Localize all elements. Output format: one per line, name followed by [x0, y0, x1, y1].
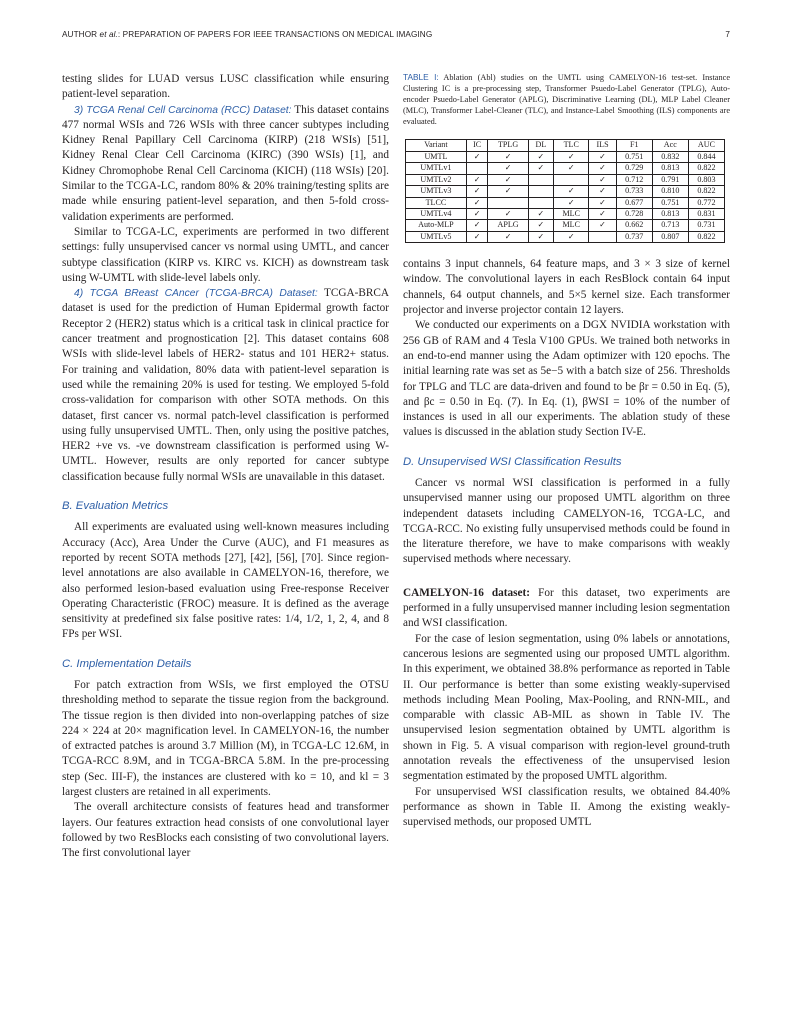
section-evaluation-metrics: B. Evaluation Metrics — [62, 500, 169, 513]
table-cell: Auto-MLP — [406, 220, 467, 231]
header-author: AUTHOR — [62, 30, 100, 39]
table-cell: ✓ — [466, 208, 488, 219]
table-header-cell: DL — [528, 140, 553, 151]
table-cell: MLC — [554, 208, 589, 219]
table-cell: TLCC — [406, 197, 467, 208]
camelyon-body: For this dataset, two experiments are performed in a fully unsupervised manner including lesion segmentation and WSI classification. — [403, 586, 730, 630]
table-cell — [528, 174, 553, 185]
table-cell: ✓ — [466, 151, 488, 162]
table-cell: 0.713 — [652, 220, 688, 231]
table-cell: ✓ — [589, 151, 616, 162]
table-cell: ✓ — [554, 151, 589, 162]
table-cell: 0.751 — [616, 151, 652, 162]
paragraph-settings: Similar to TCGA-LC, experiments are performed in two different settings: fully unsupervised cancer vs normal using UMTL, and cancer subtype classification (KIRP vs. KIRC vs. KICH) as downstream task using W-UMTL with slide-level labels only. — [62, 225, 389, 284]
table-cell: ✓ — [466, 197, 488, 208]
table-cell: 0.831 — [688, 208, 724, 219]
paragraph-impl: For patch extraction from WSIs, we first employed the OTSU thresholding method to separate the tissue region from the background. The tissue region is then divided into non-overlapping patches of size 224 × 224 at 20× magnification level. In CAMELYON-16, the number of extracted patches is around 3.7 Million (M), in TCGA-LC 12.6M, in TCGA-RCC 8.9M, and in TCGA-BRCA 5.8M. In the pre-processing step (Sec. III-F), the instances are clustered with ko = 10, and kl = 3 largest clusters are retained in all experiments. — [62, 678, 389, 799]
table-cell: 0.791 — [652, 174, 688, 185]
table-row — [406, 231, 725, 242]
paragraph-cancer-vs-normal: Cancer vs normal WSI classification is performed in a fully unsupervised manner using our proposed UMTL algorithm on three independent datasets including CAMELYON-16, TCGA-LC, and TCGA-RCC. No existing fully unsupervised methods could be found in the literature therefore, we have to make comparisons with weakly supervised methods where necessary. — [403, 476, 730, 566]
table-header-row — [406, 140, 725, 151]
paragraph-wsi-results: For unsupervised WSI classification results, we obtained 84.40% performance as shown in Table II. Among the existing weakly-supervised methods, our proposed UMTL — [403, 785, 730, 829]
table-cell: ✓ — [589, 220, 616, 231]
table-cell: ✓ — [554, 231, 589, 242]
table-cell — [466, 163, 488, 174]
section-unsupervised-results: D. Unsupervised WSI Classification Results — [403, 455, 622, 468]
table-caption — [403, 72, 730, 127]
table-cell: 0.731 — [688, 220, 724, 231]
table-cell: 0.751 — [652, 197, 688, 208]
table-cell: ✓ — [528, 220, 553, 231]
table-cell: UMTLv3 — [406, 186, 467, 197]
table-cell: ✓ — [488, 231, 528, 242]
table-header-cell: AUC — [688, 140, 724, 151]
table-cell: 0.832 — [652, 151, 688, 162]
paragraph-arch: The overall architecture consists of features head and transformer layers. Our features extraction head consists of one convolutional layer followed by two ResBlocks each consisting of two convolutional layers. The first convolutional layer — [62, 801, 389, 860]
table-cell: ✓ — [589, 208, 616, 219]
paragraph-gpu: We conducted our experiments on a DGX NVIDIA workstation with 256 GB of RAM and 4 Tesla V100 GPUs. We trained both networks in an end-to-end manner using the Adam optimizer with 120 epochs. The initial learning rate was set as 5e−5 with a batch size of 256. Thresholds for TPLG and TLC are data-driven and found to be βr = 0.50 in Eq. (5), and βc = 0.50 in Eq. (7). In Eq. (1), βWSI = 10% of the number of instances is used in all our experiments. The ablation study of these values is discussed in the ablation study Section IV-E. — [403, 319, 730, 439]
table-cell: ✓ — [488, 186, 528, 197]
table-cell: 0.844 — [688, 151, 724, 162]
table-cell: ✓ — [528, 208, 553, 219]
table-cell: 0.810 — [652, 186, 688, 197]
table-cell: 0.772 — [688, 197, 724, 208]
table-cell: ✓ — [589, 186, 616, 197]
table-cell: 0.822 — [688, 231, 724, 242]
table-cell: APLG — [488, 220, 528, 231]
header-et-al: et al. — [99, 30, 118, 39]
table-header-cell: IC — [466, 140, 488, 151]
rcc-heading: 3) TCGA Renal Cell Carcinoma (RCC) Dataset: — [74, 104, 292, 116]
table-cell: ✓ — [589, 197, 616, 208]
brca-heading: 4) TCGA BReast CAncer (TCGA-BRCA) Dataset: — [74, 288, 318, 300]
table-cell: ✓ — [554, 163, 589, 174]
right-column — [403, 72, 730, 831]
table-cell: UMTLv1 — [406, 163, 467, 174]
table-cell: ✓ — [466, 220, 488, 231]
paragraph-lesion: For the case of lesion segmentation, using 0% labels or annotations, cancerous lesions are segmented using our proposed UMTL algorithm. In this experiment, we obtained 38.8% performance as reported in Table II. Our performance is better than some existing weakly-supervised methods including Mean Pooling, Max-Pooling, and RNN-MIL, and comparable with classic AB-MIL as shown in Table IV. The unsupervised lesion segmentation obtained by UMTL algorithm is shown in Fig. 5. A visual comparison with region-level ground-truth annotation reveals the effectiveness of the unsupervised lesion segmentation estimated by the proposed UMTL algorithm. — [403, 632, 730, 783]
table-cell: 0.728 — [616, 208, 652, 219]
table-row — [406, 151, 725, 162]
table-cell: UMTL — [406, 151, 467, 162]
brca-body: TCGA-BRCA dataset is used for the prediction of Human Epidermal growth factor Receptor 2 (HER2) status which is a critical task in clinical practice for cancer treatment and prognostication [2]. This dataset contains 608 WSIs with slide-level labels of HER2- status and 101 HER2+ status. For training and validation, 80% data with patient-level separation is used while the remaining 20% is used for testing. We employed 5-fold cross-validation for comparison with other SOTA methods. On this dataset, first cancer vs. normal patch-level classification is performed using fully unsupervised UMTL. Then, only using the positive patches, HER2 +ve vs. -ve downstream classification is performed using W-UMTL. However, results are only reported for cancer subtype classification because fully normal WSIs are unavailable in this dataset. — [62, 287, 389, 483]
table-header-cell: F1 — [616, 140, 652, 151]
table-cell: ✓ — [554, 197, 589, 208]
paragraph-rcc — [62, 103, 389, 225]
table-cell — [554, 174, 589, 185]
rcc-body: This dataset contains 477 normal WSIs and 726 WSIs with three cancer subtypes including Kidney Renal Papillary Cell Carcinoma (KIRP) (218 WSIs) [51], Kidney Renal Clear Cell Carcinoma (KIRC) (390 WSIs) [1], and Kidney Chromophobe Renal Cell Carcinoma (KICH) (118 WSIs) [20]. Similar to the TCGA-LC, random 80% & 20% training/testing splits are made while ensuring patient-level separation, and then 5-fold cross-validation experiments are performed. — [62, 103, 389, 223]
table-cell: 0.737 — [616, 231, 652, 242]
left-column — [62, 72, 389, 862]
table-cell — [528, 197, 553, 208]
table-cell: 0.712 — [616, 174, 652, 185]
table-row — [406, 197, 725, 208]
table-cell: 0.813 — [652, 163, 688, 174]
table-row — [406, 163, 725, 174]
table-cell: ✓ — [466, 186, 488, 197]
table-cell: ✓ — [466, 231, 488, 242]
ablation-table — [405, 139, 725, 243]
camelyon-heading: CAMELYON-16 dataset: — [403, 586, 531, 599]
table-cell: ✓ — [488, 151, 528, 162]
table-caption-text: Ablation (Abl) studies on the UMTL using CAMELYON-16 test-set. Instance Clustering IC is a pre-processing step, Transformer Psuedo-Label Generator (TPLG), Auto-encoder Psuedo-Label Generator (APLG), Discriminative Learning (DL), MLP Label Cleaner (MLC), Transformer Label-Cleaner (TLC), and Instance-Label Smoothing (ILS) components are evaluated. — [403, 73, 731, 127]
running-header — [62, 30, 730, 39]
table-cell: 0.822 — [688, 186, 724, 197]
table-row — [406, 186, 725, 197]
header-title: : PREPARATION OF PAPERS FOR IEEE TRANSACTIONS ON MEDICAL IMAGING — [117, 30, 433, 39]
paragraph-luad: testing slides for LUAD versus LUSC classification while ensuring patient-level separation. — [62, 73, 389, 101]
table-cell: ✓ — [488, 174, 528, 185]
table-row — [406, 208, 725, 219]
table-row — [406, 174, 725, 185]
table-cell: 0.803 — [688, 174, 724, 185]
table-cell: ✓ — [554, 186, 589, 197]
table-cell: ✓ — [528, 231, 553, 242]
section-implementation-details: C. Implementation Details — [62, 657, 192, 670]
table-cell: 0.822 — [688, 163, 724, 174]
table-header-cell: TLC — [554, 140, 589, 151]
table-cell: 0.729 — [616, 163, 652, 174]
paragraph-kernel: contains 3 input channels, 64 feature maps, and 3 × 3 size of kernel window. The convolutional layers in each ResBlock contain 64 input channels, 64 output channels, and 5×5 kernel size. Each transformer projector and inverse projector contain 12 layers. — [403, 258, 730, 317]
table-cell: MLC — [554, 220, 589, 231]
paragraph-eval: All experiments are evaluated using well-known measures including Accuracy (Acc), Area Under the Curve (AUC), and F1 measures as reported by recent SOTA methods [27], [42], [56], [70]. Since region-level annotations are also available in CAMELYON-16, therefore, we also performed lesion-based evaluation using Free-response Receiver Operating Characteristic (FROC) measure. It is defined as the average sensitivity at predefined six false positive rates: 1/4, 1/2, 1, 2, 4, and 8 FPs per WSI. — [62, 521, 389, 641]
table-cell: UMTLv2 — [406, 174, 467, 185]
table-cell: 0.677 — [616, 197, 652, 208]
table-header-cell: Variant — [406, 140, 467, 151]
paragraph-brca — [62, 286, 389, 485]
table-cell: 0.733 — [616, 186, 652, 197]
table-header-cell: Acc — [652, 140, 688, 151]
table-cell: ✓ — [589, 174, 616, 185]
table-cell — [589, 231, 616, 242]
table-cell: ✓ — [488, 208, 528, 219]
table-row — [406, 220, 725, 231]
table-cell: 0.662 — [616, 220, 652, 231]
table-cell: UMTLv4 — [406, 208, 467, 219]
paragraph-camelyon — [403, 586, 730, 632]
table-header-cell: ILS — [589, 140, 616, 151]
table-cell: 0.807 — [652, 231, 688, 242]
table-cell: ✓ — [466, 174, 488, 185]
table-cell: 0.813 — [652, 208, 688, 219]
table-header-cell: TPLG — [488, 140, 528, 151]
table-cell: UMTLv5 — [406, 231, 467, 242]
table-cell — [528, 186, 553, 197]
page-number: 7 — [725, 30, 730, 39]
table-cell: ✓ — [589, 163, 616, 174]
table-cell: ✓ — [488, 163, 528, 174]
table-label: TABLE I: — [403, 72, 439, 82]
table-cell: ✓ — [528, 151, 553, 162]
table-cell — [488, 197, 528, 208]
table-cell: ✓ — [528, 163, 553, 174]
